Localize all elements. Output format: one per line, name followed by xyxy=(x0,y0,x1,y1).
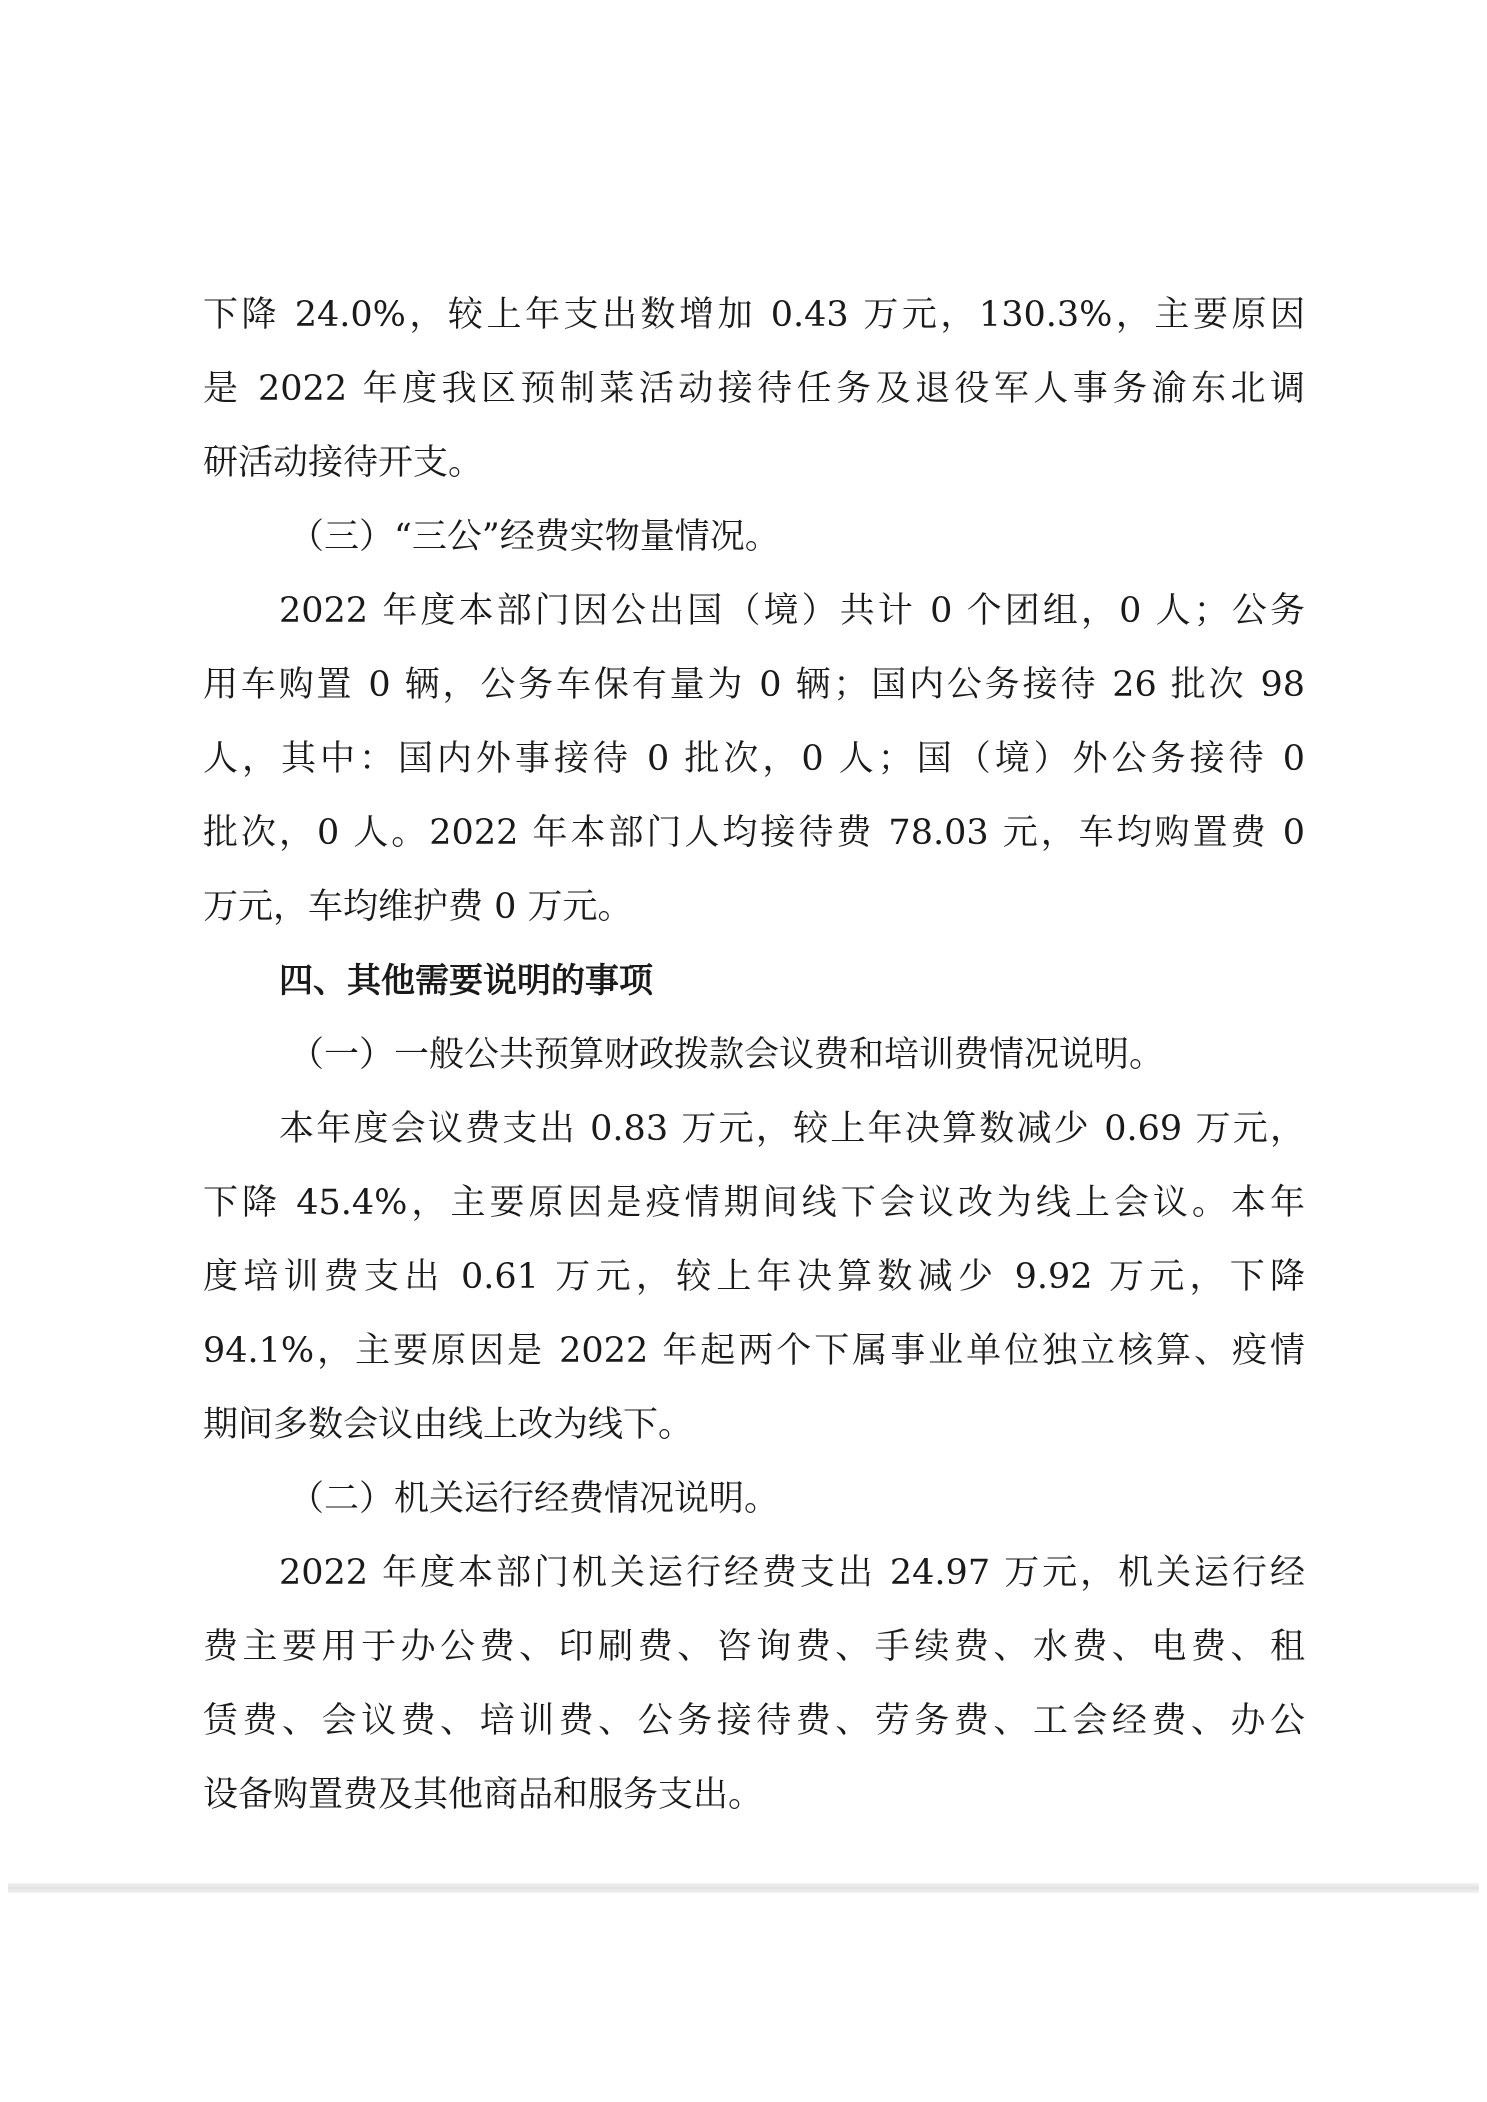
text-line: 赁费、会议费、培训费、公务接待费、劳务费、工会经费、办公 xyxy=(203,1701,1305,1741)
text-line: 94.1%，主要原因是 2022 年起两个下属事业单位独立核算、疫情 xyxy=(203,1331,1305,1371)
text-line: 是 2022 年度我区预制菜活动接待任务及退役军人事务渝东北调 xyxy=(203,369,1305,409)
heading-sangong-physical: （三）“三公”经费实物量情况。 xyxy=(289,517,780,557)
section-heading-other-matters: 四、其他需要说明的事项 xyxy=(279,961,653,1001)
text-line: 期间多数会议由线上改为线下。 xyxy=(203,1405,694,1445)
text-line: 度培训费支出 0.61 万元，较上年决算数减少 9.92 万元，下降 xyxy=(203,1257,1305,1297)
text-line: 人，其中：国内外事接待 0 批次，0 人；国（境）外公务接待 0 xyxy=(203,739,1305,779)
text-line: 研活动接待开支。 xyxy=(203,443,484,483)
text-line: 批次，0 人。2022 年本部门人均接待费 78.03 元，车均购置费 0 xyxy=(203,813,1305,853)
paragraph-operating-expense xyxy=(203,1536,1305,1832)
text-line: 下降 45.4%，主要原因是疫情期间线下会议改为线上会议。本年 xyxy=(203,1183,1305,1223)
text-line: 万元，车均维护费 0 万元。 xyxy=(203,887,633,927)
text-line: 本年度会议费支出 0.83 万元，较上年决算数减少 0.69 万元， xyxy=(279,1109,1305,1149)
heading-operating-expense: （二）机关运行经费情况说明。 xyxy=(289,1479,780,1519)
heading-meeting-training: （一）一般公共预算财政拨款会议费和培训费情况说明。 xyxy=(289,1035,1165,1075)
text-line: 用车购置 0 辆，公务车保有量为 0 辆；国内公务接待 26 批次 98 xyxy=(203,665,1305,705)
document-body xyxy=(203,278,1305,1832)
paragraph-reception-expense xyxy=(203,278,1305,500)
paragraph-meeting-training xyxy=(203,1092,1305,1462)
scan-divider xyxy=(8,1883,1479,1893)
text-line: 设备购置费及其他商品和服务支出。 xyxy=(203,1775,764,1815)
text-line: 2022 年度本部门机关运行经费支出 24.97 万元，机关运行经 xyxy=(279,1553,1305,1593)
text-line: 费主要用于办公费、印刷费、咨询费、手续费、水费、电费、租 xyxy=(203,1627,1305,1667)
text-line: 下降 24.0%，较上年支出数增加 0.43 万元，130.3%，主要原因 xyxy=(203,295,1305,335)
text-line: 2022 年度本部门因公出国（境）共计 0 个团组，0 人；公务 xyxy=(279,591,1305,631)
paragraph-sangong-physical xyxy=(203,574,1305,944)
